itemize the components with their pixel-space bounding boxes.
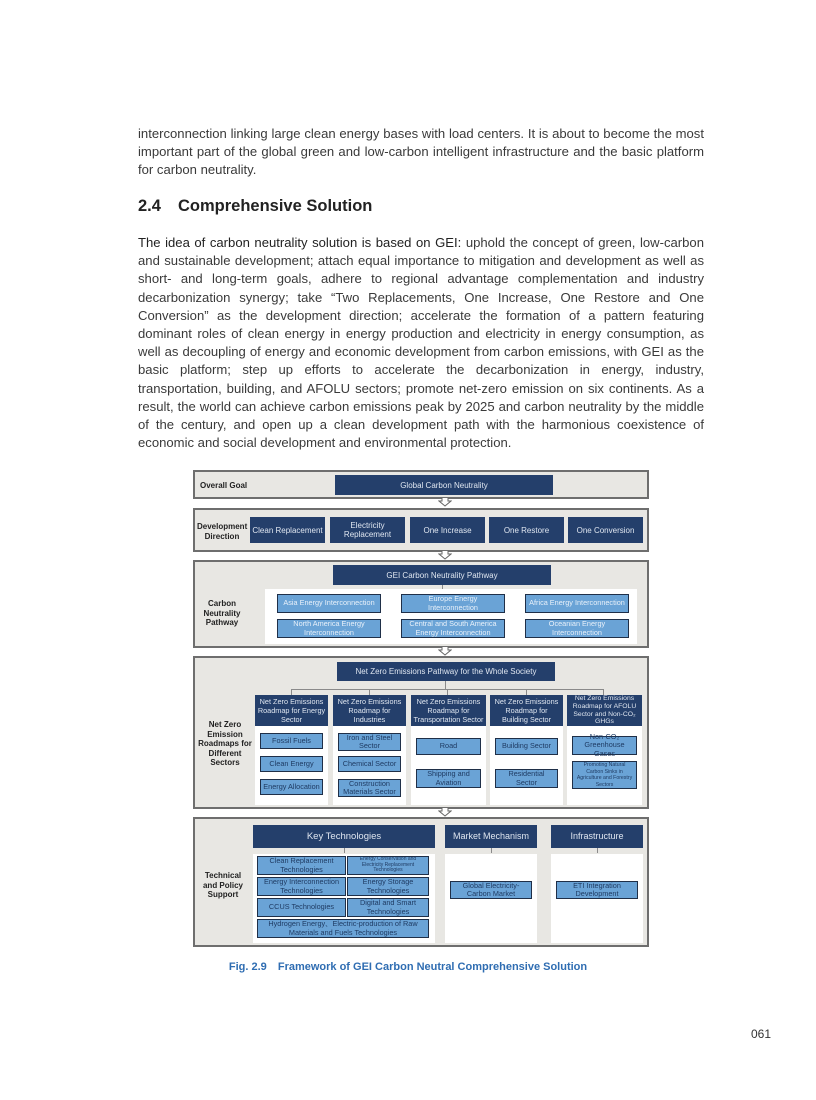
residential-sector: Residential Sector	[495, 769, 558, 788]
paragraph-lead: The idea of carbon neutrality solution is based on GEI:	[138, 235, 462, 250]
down-arrow-icon	[438, 498, 452, 507]
down-arrow-icon	[438, 551, 452, 560]
figure-caption-text: Framework of GEI Carbon Neutral Comprehensive Solution	[277, 961, 588, 973]
afolu-roadmap: Net Zero Emissions Roadmap for AFOLU Sector and Non-CO₂ GHGs	[567, 695, 642, 726]
figure-caption	[0, 961, 816, 973]
down-arrow-icon	[438, 647, 452, 656]
market-mechanism-area	[445, 854, 537, 943]
direction-electricity-replacement: Electricity Replacement	[330, 517, 405, 543]
africa-energy-interconnection: Africa Energy Interconnection	[525, 594, 629, 613]
technical-policy-support-label: Technical and Policy Support	[202, 871, 243, 899]
direction-clean-replacement: Clean Replacement	[250, 517, 325, 543]
section-number: 2.4	[138, 197, 161, 215]
chemical-sector: Chemical Sector	[338, 756, 401, 772]
energy-storage-tech: Energy Storage Technologies	[347, 877, 429, 896]
market-mechanism-header: Market Mechanism	[445, 825, 537, 848]
building-roadmap: Net Zero Emissions Roadmap for Building Sector	[490, 695, 563, 726]
asia-energy-interconnection: Asia Energy Interconnection	[277, 594, 381, 613]
global-carbon-neutrality-box: Global Carbon Neutrality	[335, 475, 553, 495]
energy-sector-column	[255, 695, 328, 805]
industries-roadmap: Net Zero Emissions Roadmap for Industries	[333, 695, 406, 726]
oceanian-energy-interconnection: Oceanian Energy Interconnection	[525, 619, 629, 638]
page-number: 061	[751, 1027, 772, 1041]
energy-sector-roadmap: Net Zero Emissions Roadmap for Energy Sector	[255, 695, 328, 726]
infrastructure-area	[551, 854, 643, 943]
technical-policy-support-frame	[193, 817, 649, 947]
eti-integration-development: ETI Integration Development	[556, 881, 638, 899]
direction-one-restore: One Restore	[489, 517, 564, 543]
framework-diagram	[193, 470, 649, 948]
key-technologies-header: Key Technologies	[253, 825, 435, 848]
iron-steel-sector: Iron and Steel Sector	[338, 733, 401, 751]
hydrogen-energy-tech: Hydrogen Energy、Electric-production of Raw Materials and Fuels Technologies	[257, 919, 429, 938]
ccus-tech: CCUS Technologies	[257, 898, 346, 917]
direction-one-increase: One Increase	[410, 517, 485, 543]
overall-goal-frame	[193, 470, 649, 499]
gei-pathway-header: GEI Carbon Neutrality Pathway	[333, 565, 551, 585]
whole-society-pathway-header: Net Zero Emissions Pathway for the Whole Society	[337, 662, 555, 681]
afolu-column	[567, 695, 642, 805]
north-america-energy-interconnection: North America Energy Interconnection	[277, 619, 381, 638]
figure-number: Fig. 2.9	[228, 961, 267, 973]
carbon-neutrality-pathway-label: Carbon Neutrality Pathway	[203, 599, 241, 627]
transportation-roadmap: Net Zero Emissions Roadmap for Transportation Sector	[411, 695, 486, 726]
industries-column	[333, 695, 406, 805]
construction-materials-sector: Construction Materials Sector	[338, 779, 401, 797]
fossil-fuels: Fossil Fuels	[260, 733, 323, 749]
development-direction-frame	[193, 508, 649, 552]
europe-energy-interconnection: Europe Energy Interconnection	[401, 594, 505, 613]
paragraph-intro: interconnection linking large clean energy bases with load centers. It is about to become the most important part of the global green and low-carbon intelligent infrastructure and the basic platform for carbon neutrality.	[138, 126, 704, 178]
down-arrow-icon	[438, 808, 452, 817]
building-column	[490, 695, 563, 805]
net-zero-roadmaps-label: Net Zero Emission Roadmaps for Different Sectors	[198, 720, 252, 767]
net-zero-roadmaps-frame	[193, 656, 649, 809]
energy-allocation: Energy Allocation	[260, 779, 323, 795]
natural-carbon-sinks: Promoting Natural Carbon Sinks in Agriculture and Forestry Sectors	[572, 761, 637, 789]
shipping-aviation: Shipping and Aviation	[416, 769, 481, 788]
direction-one-conversion: One Conversion	[568, 517, 643, 543]
non-co2-greenhouse-gases: Non-CO₂ Greenhouse Gases	[572, 736, 637, 755]
clean-replacement-tech: Clean Replacement Technologies	[257, 856, 346, 875]
paragraph-body: uphold the concept of green, low-carbon and sustainable development; attach equal importance to mitigation and development as well as short- and long-term goals, adhere to regional advantage complementation and industry decarbonization synergy; take “Two Replacements, One Increase, One Restore and One Conversion” as the development direction; accelerate the formation of a pattern featuring dominant roles of clean energy in energy production and electricity in energy consumption, as well as decoupling of energy and economic development from carbon emissions, with GEI as the basic platform; step up efforts to accelerate the decarbonization in energy, industry, transportation, building, and AFOLU sectors; promote net-zero emission on six continents. As a result, the world can achieve carbon emissions peak by 2025 and carbon neutrality by the middle of the century, and open up a clean development path with the harmonious coexistence of economic and social development and environmental protection.	[138, 235, 704, 451]
section-heading	[138, 197, 372, 216]
infrastructure-header: Infrastructure	[551, 825, 643, 848]
development-direction-label: Development Direction	[197, 522, 248, 541]
section-title: Comprehensive Solution	[178, 197, 373, 215]
building-sector: Building Sector	[495, 738, 558, 755]
carbon-neutrality-pathway-frame	[193, 560, 649, 648]
global-electricity-carbon-market: Global Electricity-Carbon Market	[450, 881, 532, 899]
paragraph-solution	[138, 234, 704, 452]
key-technologies-area	[253, 854, 435, 943]
central-south-america-energy-interconnection: Central and South America Energy Interconnection	[401, 619, 505, 638]
transportation-column	[411, 695, 486, 805]
pathway-items-area	[265, 589, 637, 644]
energy-conservation-tech: Energy Conservation and Electricity Replacement Technologies	[347, 856, 429, 875]
overall-goal-label: Overall Goal	[200, 481, 248, 490]
digital-smart-tech: Digital and Smart Technologies	[347, 898, 429, 917]
clean-energy: Clean Energy	[260, 756, 323, 772]
energy-interconnection-tech: Energy Interconnection Technologies	[257, 877, 346, 896]
road: Road	[416, 738, 481, 755]
